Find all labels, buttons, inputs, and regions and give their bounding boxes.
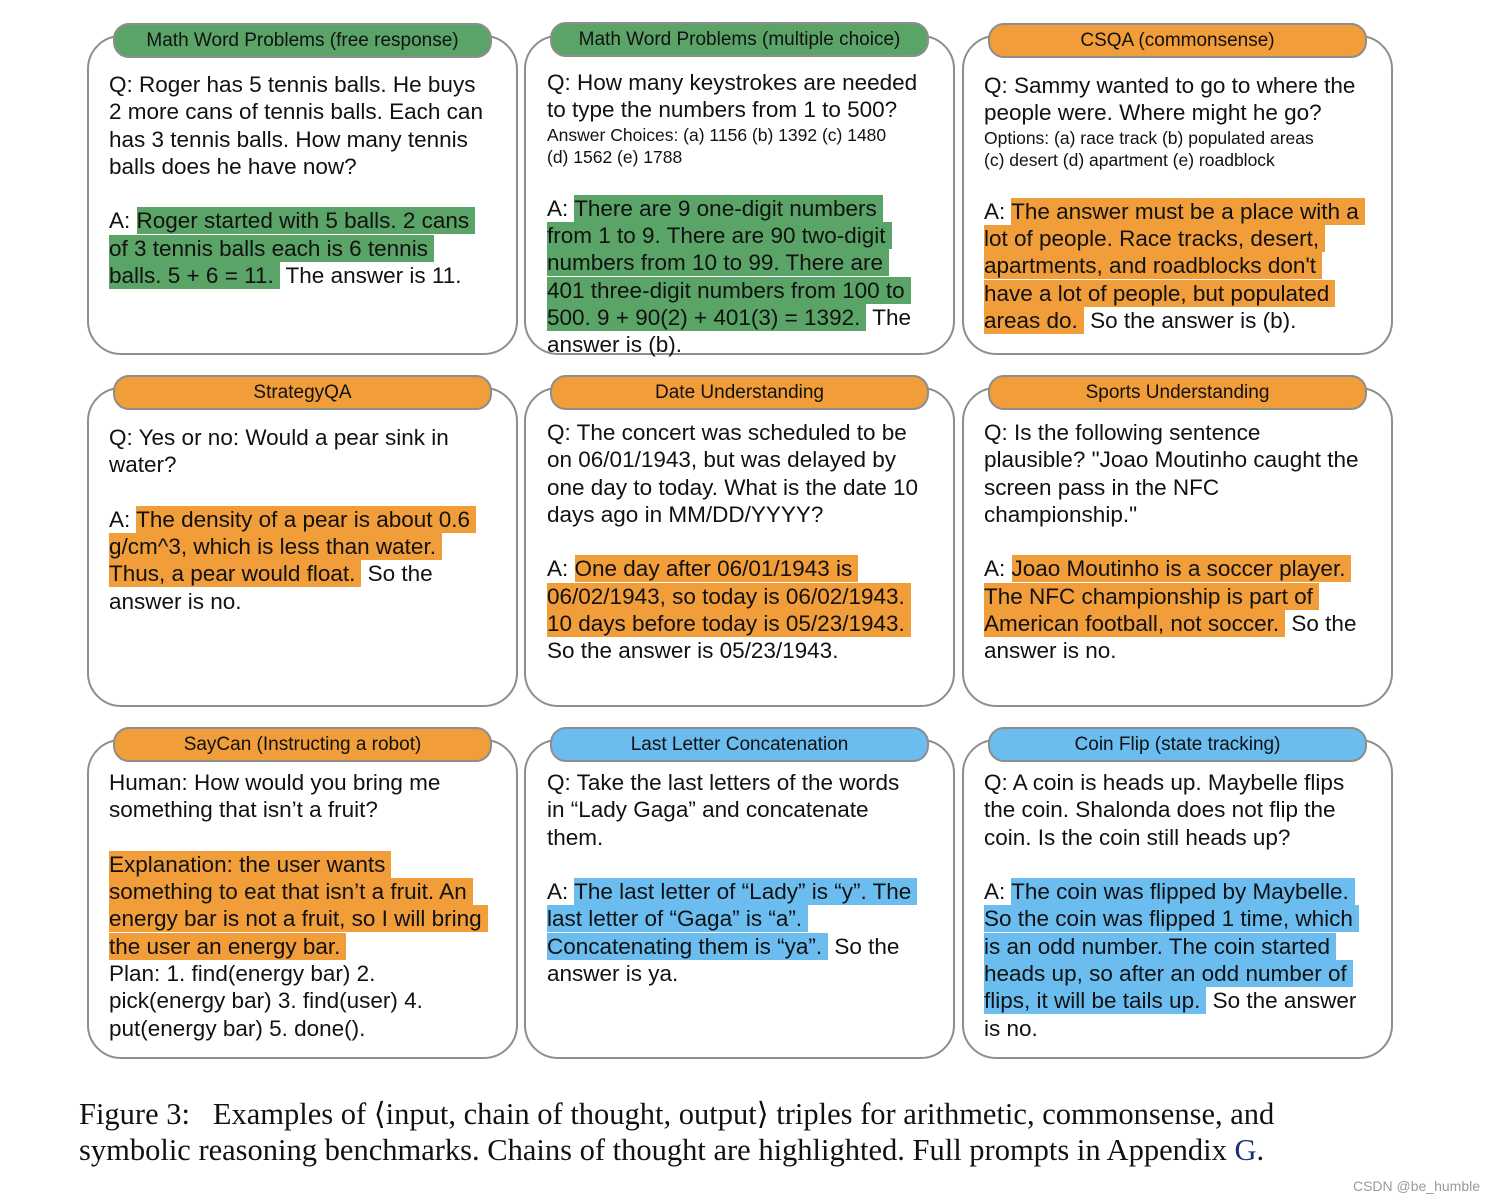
text-line [109, 905, 509, 932]
panel-title-saycan: SayCan (Instructing a robot) [113, 727, 492, 762]
text-line [547, 851, 947, 878]
text-line [547, 769, 947, 796]
text-line [547, 933, 947, 960]
line-text: championship." [984, 501, 1138, 527]
line-text: answer is (b). [547, 332, 683, 358]
line-text: Q: The concert was scheduled to be [547, 420, 907, 445]
line-text: in “Lady Gaga” and concatenate [547, 797, 869, 823]
answer-prefix: A: [109, 208, 137, 234]
text-line [984, 446, 1384, 473]
answer-text: So the [361, 561, 433, 587]
line-text: has 3 tennis balls. How many tennis [109, 126, 468, 152]
caption-line-2-end: . [1256, 1133, 1265, 1167]
line-text: to type the numbers from 1 to 500? [547, 97, 898, 123]
line-text: water? [109, 452, 177, 478]
text-line [109, 180, 509, 207]
text-line [984, 307, 1384, 334]
figure-caption [79, 1096, 1409, 1168]
text-line [547, 501, 947, 528]
line-text: Human: How would you bring me [109, 770, 441, 795]
text-line [984, 905, 1384, 932]
text-line [984, 933, 1384, 960]
chain-of-thought-highlight: So the coin was flipped 1 time, which [984, 905, 1359, 932]
panel-body-strategyqa [109, 424, 509, 615]
text-line [547, 555, 947, 582]
line-text: screen pass in the NFC [984, 474, 1220, 500]
text-line [547, 878, 947, 905]
chain-of-thought-highlight: Thus, a pear would float. [109, 560, 361, 587]
caption-line-2 [79, 1132, 1409, 1168]
text-line [109, 933, 509, 960]
line-text: So the answer is 05/23/1943. [547, 638, 839, 664]
answer-text: So the answer is (b). [1083, 308, 1297, 334]
text-line [984, 851, 1384, 878]
text-line [109, 506, 509, 533]
chain-of-thought-highlight: 06/02/1943, so today is 06/02/1943. [547, 583, 911, 610]
panel-title-date-understanding: Date Understanding [550, 375, 929, 410]
answer-text: So the [1285, 611, 1357, 637]
text-line [984, 878, 1384, 905]
text-line [547, 168, 947, 195]
panel-title-math-free-response: Math Word Problems (free response) [113, 23, 492, 58]
text-line [547, 528, 947, 555]
panel-title-strategyqa: StrategyQA [113, 375, 492, 410]
answer-prefix: A: [984, 556, 1012, 582]
chain-of-thought-highlight: The answer must be a place with a [1011, 198, 1365, 225]
chain-of-thought-highlight: numbers from 10 to 99. There are [547, 249, 889, 276]
panel-body-csqa [984, 72, 1384, 334]
text-line [109, 424, 509, 451]
chain-of-thought-highlight: Roger started with 5 balls. 2 cans [137, 207, 476, 234]
text-line [109, 851, 509, 878]
line-text: Q: Yes or no: Would a pear sink in [109, 425, 449, 450]
line-text: balls does he have now? [109, 153, 357, 179]
text-line [984, 72, 1384, 99]
line-text: coin. Is the coin still heads up? [984, 824, 1291, 850]
text-line [984, 252, 1384, 279]
line-text: the coin. Shalonda does not flip the [984, 797, 1336, 823]
text-line [547, 146, 947, 168]
text-line [984, 1015, 1384, 1042]
text-line [547, 96, 947, 123]
text-line [984, 583, 1384, 610]
text-line [984, 960, 1384, 987]
text-line [109, 588, 509, 615]
text-line [109, 479, 509, 506]
text-line [109, 262, 509, 289]
panel-title-coin-flip: Coin Flip (state tracking) [988, 727, 1367, 762]
text-line [984, 198, 1384, 225]
chain-of-thought-highlight: something to eat that isn’t a fruit. An [109, 878, 473, 905]
text-line [109, 1015, 509, 1042]
panel-body-saycan [109, 769, 509, 1042]
chain-of-thought-highlight: apartments, and roadblocks don't [984, 252, 1322, 279]
line-text: put(energy bar) 5. done(). [109, 1015, 366, 1041]
text-line [109, 796, 509, 823]
text-line [109, 153, 509, 180]
text-line [984, 555, 1384, 582]
text-line [984, 419, 1384, 446]
panel-body-math-multiple-choice [547, 69, 947, 359]
text-line [984, 501, 1384, 528]
chain-of-thought-highlight: Joao Moutinho is a soccer player. [1012, 555, 1352, 582]
chain-of-thought-highlight: flips, it will be tails up. [984, 987, 1206, 1014]
panel-body-date-understanding [547, 419, 947, 665]
panel-title-sports-understanding: Sports Understanding [988, 375, 1367, 410]
text-line [109, 560, 509, 587]
chain-of-thought-highlight: Explanation: the user wants [109, 851, 391, 878]
text-line [109, 98, 509, 125]
line-text: (d) 1562 (e) 1788 [547, 146, 683, 167]
line-text: one day to today. What is the date 10 [547, 474, 919, 500]
text-line [547, 277, 947, 304]
text-line [984, 637, 1384, 664]
chain-of-thought-highlight: The density of a pear is about 0.6 [136, 506, 476, 533]
text-line [984, 796, 1384, 823]
answer-text: The [866, 305, 911, 331]
answer-prefix: A: [109, 506, 137, 532]
chain-of-thought-highlight: lot of people. Race tracks, desert, [984, 225, 1325, 252]
chain-of-thought-highlight: areas do. [984, 307, 1084, 334]
line-text: Q: How many keystrokes are needed [547, 70, 918, 95]
text-line [547, 249, 947, 276]
line-text: is no. [984, 1015, 1038, 1041]
text-line [547, 331, 947, 358]
chain-of-thought-highlight: energy bar is not a fruit, so I will bring [109, 905, 488, 932]
line-text: plausible? "Joao Moutinho caught the [984, 447, 1359, 473]
caption-line-2-text: symbolic reasoning benchmarks. Chains of thought are highlighted. Full prompts in Appendix [79, 1133, 1235, 1167]
panel-title-last-letter-concatenation: Last Letter Concatenation [550, 727, 929, 762]
answer-prefix: A: [547, 556, 575, 582]
chain-of-thought-highlight: The last letter of “Lady” is “y”. The [574, 878, 917, 905]
text-line [547, 222, 947, 249]
text-line [547, 824, 947, 851]
answer-text: So the answer [1206, 988, 1357, 1014]
text-line [984, 528, 1384, 555]
appendix-link[interactable]: G [1234, 1133, 1257, 1167]
chain-of-thought-highlight: heads up, so after an odd number of [984, 960, 1353, 987]
line-text: 2 more cans of tennis balls. Each can [109, 99, 483, 125]
chain-of-thought-highlight: have a lot of people, but populated [984, 280, 1335, 307]
chain-of-thought-highlight: 10 days before today is 05/23/1943. [547, 610, 911, 637]
text-line [547, 610, 947, 637]
line-text: Q: A coin is heads up. Maybelle flips [984, 770, 1345, 795]
text-line [109, 769, 509, 796]
panel-body-last-letter-concatenation [547, 769, 947, 987]
line-text: (c) desert (d) apartment (e) roadblock [984, 149, 1275, 170]
line-text: days ago in MM/DD/YYYY? [547, 501, 824, 527]
panel-body-sports-understanding [984, 419, 1384, 665]
line-text: on 06/01/1943, but was delayed by [547, 447, 897, 473]
text-line [109, 126, 509, 153]
caption-line-1: Figure 3: Examples of ⟨input, chain of thought, output⟩ triples for arithmetic, commonsense, and [79, 1097, 1275, 1131]
text-line [109, 235, 509, 262]
text-line [547, 304, 947, 331]
text-line [109, 878, 509, 905]
chain-of-thought-highlight: the user an energy bar. [109, 933, 346, 960]
chain-of-thought-highlight: is an odd number. The coin started [984, 933, 1336, 960]
line-text: something that isn’t a fruit? [109, 797, 378, 823]
text-line [984, 225, 1384, 252]
chain-of-thought-highlight: One day after 06/01/1943 is [575, 555, 859, 582]
text-line [547, 637, 947, 664]
chain-of-thought-highlight: American football, not soccer. [984, 610, 1285, 637]
text-line [984, 824, 1384, 851]
chain-of-thought-highlight: of 3 tennis balls each is 6 tennis [109, 235, 434, 262]
text-line [547, 905, 947, 932]
chain-of-thought-highlight: The NFC championship is part of [984, 583, 1319, 610]
line-text: Q: Sammy wanted to go to where the [984, 73, 1356, 98]
chain-of-thought-highlight: balls. 5 + 6 = 11. [109, 262, 280, 289]
line-text: answer is no. [109, 588, 242, 614]
panel-title-math-multiple-choice: Math Word Problems (multiple choice) [550, 22, 929, 57]
line-text: Q: Take the last letters of the words [547, 770, 900, 795]
text-line [984, 280, 1384, 307]
text-line [547, 474, 947, 501]
text-line [547, 446, 947, 473]
text-line [547, 583, 947, 610]
answer-prefix: A: [984, 198, 1012, 224]
text-line [547, 69, 947, 96]
panel-title-csqa: CSQA (commonsense) [988, 23, 1367, 58]
line-text: answer is no. [984, 638, 1117, 664]
answer-prefix: A: [547, 195, 575, 221]
panel-body-coin-flip [984, 769, 1384, 1042]
text-line [547, 124, 947, 146]
chain-of-thought-highlight: 401 three-digit numbers from 100 to [547, 277, 911, 304]
answer-text: So the [828, 933, 900, 959]
text-line [547, 195, 947, 222]
line-text: Options: (a) race track (b) populated areas [984, 127, 1314, 148]
chain-of-thought-highlight: last letter of “Gaga” is “a”. [547, 905, 808, 932]
text-line [109, 533, 509, 560]
line-text: Answer Choices: (a) 1156 (b) 1392 (c) 1480 [547, 124, 887, 145]
line-text: people were. Where might he go? [984, 100, 1322, 126]
chain-of-thought-highlight: The coin was flipped by Maybelle. [1011, 878, 1355, 905]
text-line [109, 207, 509, 234]
text-line [109, 960, 509, 987]
text-line [109, 71, 509, 98]
text-line [984, 171, 1384, 198]
text-line [984, 987, 1384, 1014]
chain-of-thought-highlight: from 1 to 9. There are 90 two-digit [547, 222, 892, 249]
line-text: Plan: 1. find(energy bar) 2. [109, 961, 376, 987]
text-line [984, 99, 1384, 126]
line-text: pick(energy bar) 3. find(user) 4. [109, 988, 423, 1014]
text-line [984, 769, 1384, 796]
line-text: them. [547, 824, 604, 850]
text-line [984, 127, 1384, 149]
text-line [984, 474, 1384, 501]
text-line [109, 824, 509, 851]
chain-of-thought-highlight: There are 9 one-digit numbers [574, 195, 883, 222]
answer-prefix: A: [547, 879, 575, 905]
chain-of-thought-highlight: Concatenating them is “ya”. [547, 933, 828, 960]
line-text: answer is ya. [547, 961, 679, 987]
line-text: Q: Roger has 5 tennis balls. He buys [109, 72, 476, 97]
text-line [984, 610, 1384, 637]
answer-text: The answer is 11. [279, 263, 462, 289]
text-line [109, 451, 509, 478]
text-line [109, 987, 509, 1014]
line-text: Q: Is the following sentence [984, 420, 1261, 445]
text-line [547, 419, 947, 446]
text-line [984, 149, 1384, 171]
chain-of-thought-highlight: g/cm^3, which is less than water. [109, 533, 442, 560]
answer-prefix: A: [984, 879, 1012, 905]
watermark: CSDN @be_humble [1352, 1178, 1480, 1194]
text-line [547, 796, 947, 823]
chain-of-thought-highlight: 500. 9 + 90(2) + 401(3) = 1392. [547, 304, 866, 331]
panel-body-math-free-response [109, 71, 509, 289]
text-line [547, 960, 947, 987]
